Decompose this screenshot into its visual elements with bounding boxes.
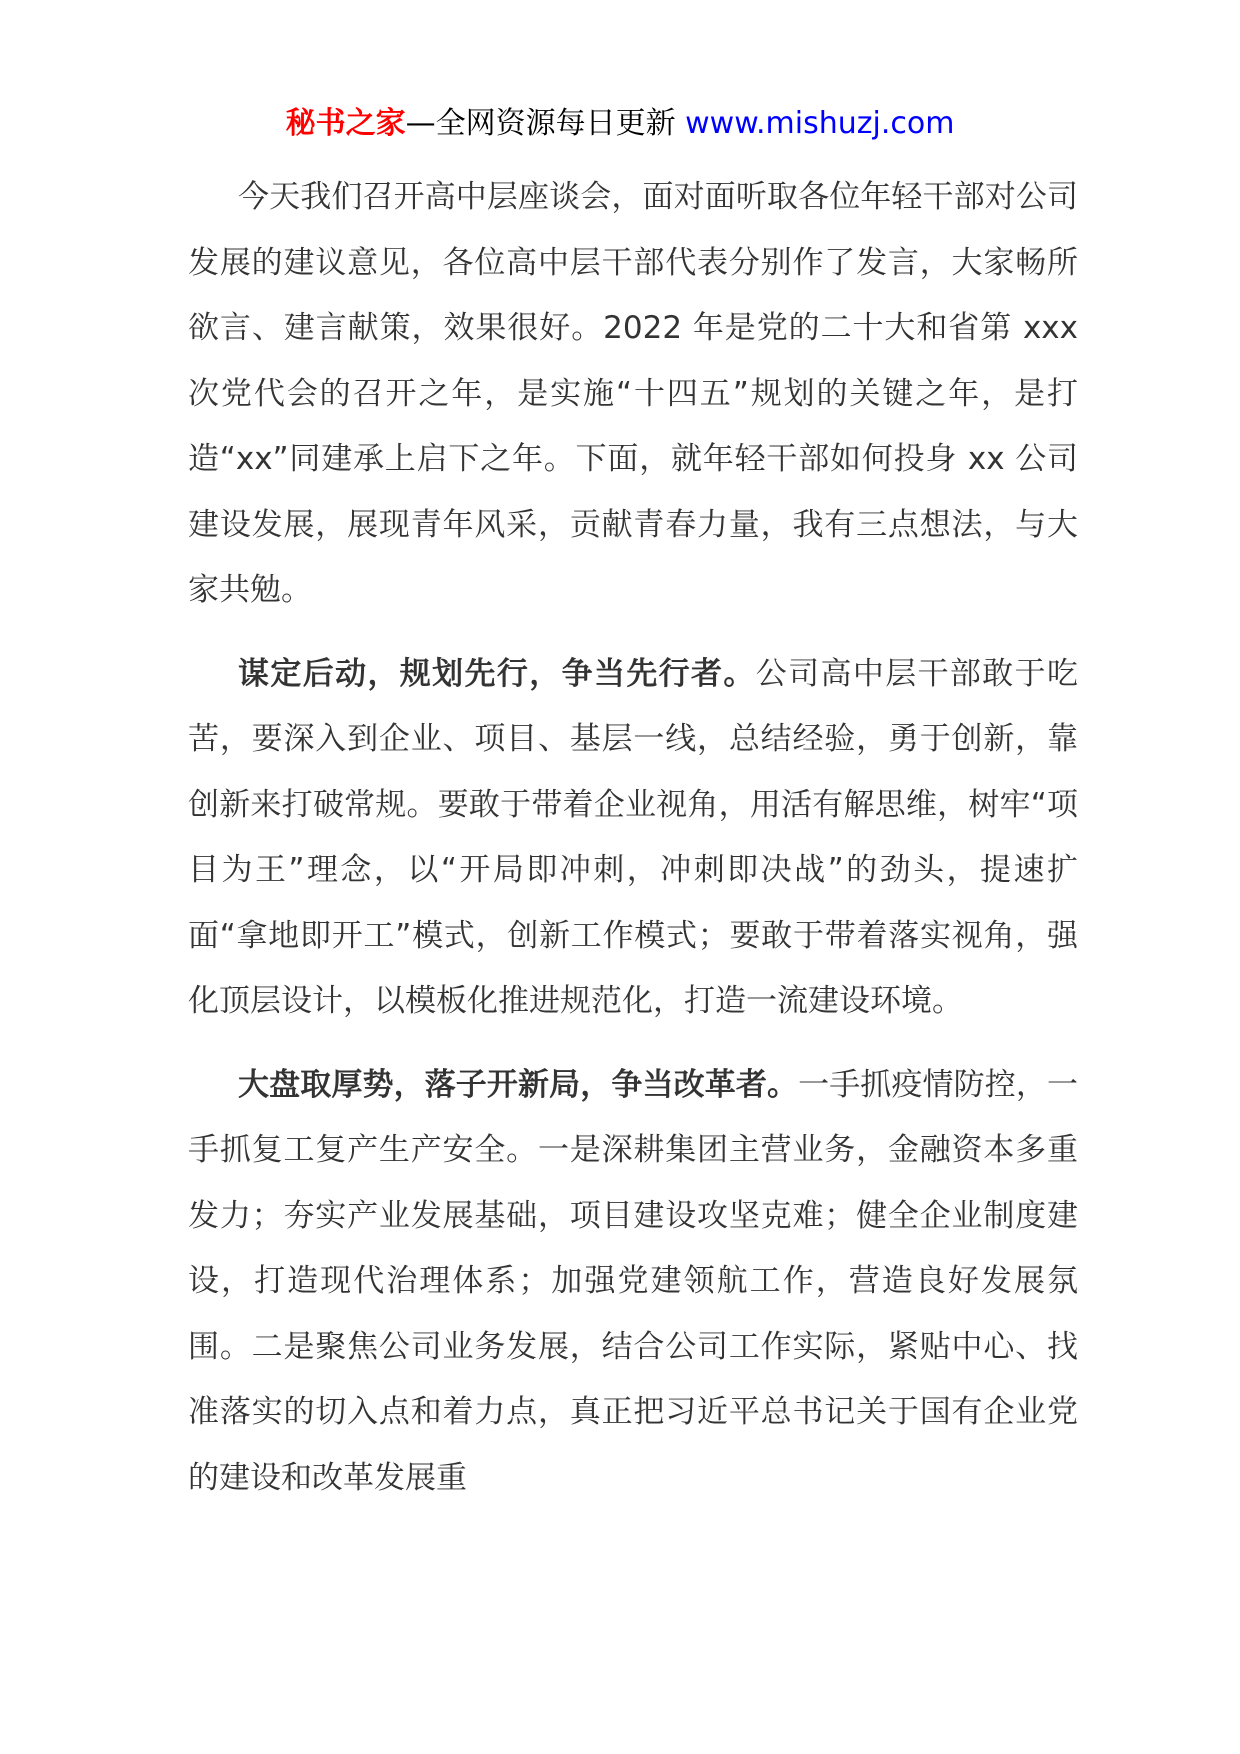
paragraph-point-2 — [188, 1053, 1078, 1512]
paragraph-intro — [188, 165, 1078, 624]
header-brand: 秘书之家 — [285, 106, 406, 141]
header-url-link[interactable]: www.mishuzj.com — [685, 106, 955, 141]
paragraph-lead: 大盘取厚势，落子开新局，争当改革者。 — [238, 1066, 799, 1103]
page-header — [0, 102, 1240, 146]
paragraph-text: 公司高中层干部敢于吃苦，要深入到企业、项目、基层一线，总结经验，勇于创新，靠创新来打破常规。要敢于带着企业视角，用活有解思维，树牢“项目为王”理念，以“开局即冲刺，冲刺即决战”的劲头，提速扩面“拿地即开工”模式，创新工作模式；要敢于带着落实视角，强化顶层设计，以模板化推进规范化，打造一流建设环境。 — [188, 655, 1079, 1019]
paragraph-lead: 谋定后动，规划先行，争当先行者。 — [238, 655, 756, 692]
paragraph-point-1 — [188, 642, 1078, 1035]
header-slogan: —全网资源每日更新 — [405, 106, 686, 141]
paragraph-text: 今天我们召开高中层座谈会，面对面听取各位年轻干部对公司发展的建议意见，各位高中层干部代表分别作了发言，大家畅所欲言、建言献策，效果很好。2022 年是党的二十大和省第 xxx 次党代会的召开之年，是实施“十四五”规划的关键之年，是打造“xx”同建承上启下之年。下面，就年轻干部如何投身 xx 公司建设发展，展现青年风采，贡献青春力量，我有三点想法，与大家共勉。 — [188, 179, 1078, 608]
paragraph-text: 一手抓疫情防控，一手抓复工复产生产安全。一是深耕集团主营业务，金融资本多重发力；夯实产业发展基础，项目建设攻坚克难；健全企业制度建设，打造现代治理体系；加强党建领航工作，营造良好发展氛围。二是聚焦公司业务发展，结合公司工作实际，紧贴中心、找准落实的切入点和着力点，真正把习近平总书记关于国有企业党的建设和改革发展重 — [188, 1066, 1079, 1496]
document-body — [188, 165, 1078, 1529]
